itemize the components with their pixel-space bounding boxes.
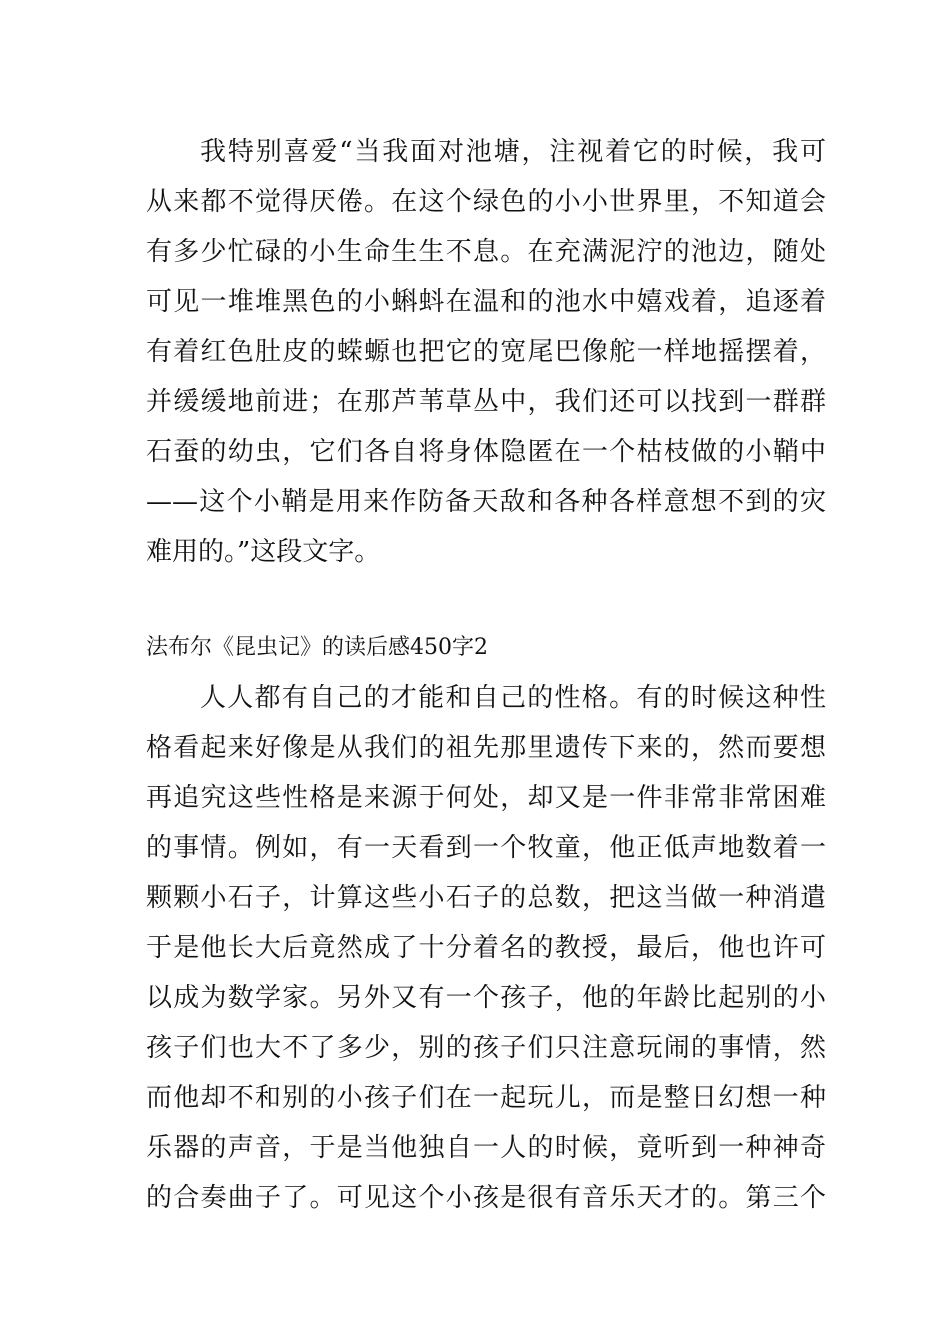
paragraph-2-line: 的合奏曲子了。可见这个小孩是很有音乐天才的。第三个 — [146, 1183, 826, 1213]
paragraph-1-line: 我特别喜爱“当我面对池塘，注视着它的时候，我可 — [200, 137, 826, 167]
paragraph-1-line: 有多少忙碌的小生命生生不息。在充满泥泞的池边，随处 — [146, 237, 826, 267]
paragraph-2-line: 人人都有自己的才能和自己的性格。有的时候这种性 — [200, 683, 826, 713]
paragraph-2-line: 以成为数学家。另外又有一个孩子，他的年龄比起别的小 — [146, 983, 826, 1013]
paragraph-1-line: 从来都不觉得厌倦。在这个绿色的小小世界里，不知道会 — [146, 187, 826, 217]
paragraph-2-line: 于是他长大后竟然成了十分着名的教授，最后，他也许可 — [146, 933, 826, 963]
paragraph-1-line: 可见一堆堆黑色的小蝌蚪在温和的池水中嬉戏着，追逐着 — [146, 287, 826, 317]
paragraph-1-line: 有着红色肚皮的蝾螈也把它的宽尾巴像舵一样地摇摆着， — [146, 337, 826, 367]
paragraph-2-line: 乐器的声音，于是当他独自一人的时候，竟听到一种神奇 — [146, 1133, 826, 1163]
paragraph-1-line: ——这个小鞘是用来作防备天敌和各种各样意想不到的灾 — [146, 487, 826, 517]
paragraph-2-line: 再追究这些性格是来源于何处，却又是一件非常非常困难 — [146, 783, 826, 813]
paragraph-2-line: 颗颗小石子，计算这些小石子的总数，把这当做一种消遣 — [146, 883, 826, 913]
paragraph-2-line: 的事情。例如，有一天看到一个牧童，他正低声地数着一 — [146, 833, 826, 863]
paragraph-1-line: 石蚕的幼虫，它们各自将身体隐匿在一个枯枝做的小鞘中 — [146, 437, 826, 467]
paragraph-2-line: 而他却不和别的小孩子们在一起玩儿，而是整日幻想一种 — [146, 1083, 826, 1113]
paragraph-1-line: 并缓缓地前进；在那芦苇草丛中，我们还可以找到一群群 — [146, 387, 826, 417]
paragraph-2-line: 格看起来好像是从我们的祖先那里遗传下来的，然而要想 — [146, 733, 826, 763]
section-heading: 法布尔《昆虫记》的读后感450字2 — [146, 635, 488, 660]
paragraph-2-line: 孩子们也大不了多少，别的孩子们只注意玩闹的事情，然 — [146, 1033, 826, 1063]
paragraph-1-line: 难用的。”这段文字。 — [146, 537, 381, 567]
